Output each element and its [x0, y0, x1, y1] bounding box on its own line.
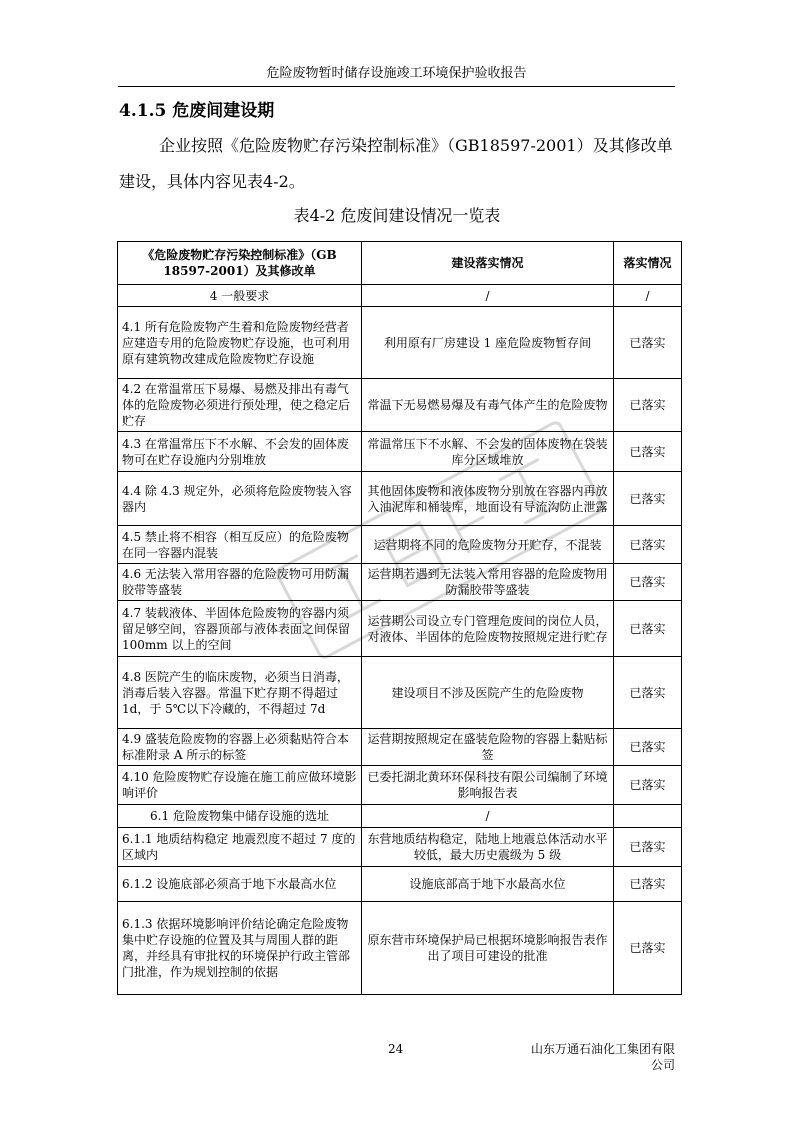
table-row: [118, 601, 682, 657]
page-number: 24: [388, 1042, 404, 1056]
header-rule: [118, 86, 675, 87]
table-row: [118, 657, 682, 729]
table-row: [118, 432, 682, 472]
status-cell: 已落实: [614, 601, 682, 657]
requirement-cell: 4.7 装载液体、半固体危险废物的容器内须留足够空间，容器顶部与液体表面之间保留 100mm 以上的空间: [118, 601, 362, 657]
table-header-row: [118, 242, 682, 285]
status-cell: 已落实: [614, 472, 682, 526]
requirement-cell: 4.9 盛装危险废物的容器上必须黏贴符合本标准附录 A 所示的标签: [118, 729, 362, 766]
body-paragraph: 企业按照《危险废物贮存污染控制标准》（GB18597-2001）及其修改单建设，具体内容见表4-2。: [119, 136, 673, 191]
construction-cell: 运营期公司设立专门管理危废间的岗位人员，对液体、半固体的危险废物按照规定进行贮存: [362, 601, 614, 657]
construction-cell: /: [362, 285, 614, 307]
requirement-cell: 4.6 无法装入常用容器的危险废物可用防漏胶带等盛装: [118, 564, 362, 601]
construction-cell: 东营地质结构稳定，陆地上地震总体活动水平较低，最大历史震级为 5 级: [362, 828, 614, 867]
status-cell: 已落实: [614, 902, 682, 995]
table-title: 表4-2 危废间建设情况一览表: [293, 206, 501, 225]
status-cell: /: [614, 285, 682, 307]
running-header: 危险废物暂时储存设施竣工环境保护验收报告: [266, 66, 527, 81]
footer-company: 山东万通石油化工集团有限公司: [530, 1042, 675, 1072]
table-row: [118, 902, 682, 995]
construction-cell: 其他固体废物和液体废物分别放在容器内再放入油泥库和桶装库，地面设有导流沟防止泄露: [362, 472, 614, 526]
table-row: [118, 526, 682, 564]
requirement-cell: 4.8 医院产生的临床废物，必须当日消毒，消毒后装入容器。常温下贮存期不得超过 1d，于 5℃以下冷藏的，不得超过 7d: [118, 657, 362, 729]
table-row: [118, 285, 682, 307]
requirement-cell: 6.1 危险废物集中储存设施的选址: [118, 805, 362, 828]
table-row: [118, 867, 682, 902]
table-row: [118, 564, 682, 601]
header-requirement: 《危险废物贮存污染控制标准》（GB 18597-2001）及其修改单: [118, 242, 362, 285]
construction-cell: 设施底部高于地下水最高水位: [362, 867, 614, 902]
status-cell: [614, 805, 682, 828]
table-row: [118, 379, 682, 432]
status-cell: 已落实: [614, 766, 682, 805]
status-cell: 已落实: [614, 828, 682, 867]
table-row: [118, 828, 682, 867]
construction-cell: 运营期将不同的危险废物分开贮存，不混装: [362, 526, 614, 564]
status-cell: 已落实: [614, 526, 682, 564]
requirement-cell: 4 一般要求: [118, 285, 362, 307]
section-title: 4.1.5 危废间建设期: [119, 101, 275, 121]
status-cell: 已落实: [614, 564, 682, 601]
table-row: [118, 472, 682, 526]
status-cell: 已落实: [614, 867, 682, 902]
table-row: [118, 766, 682, 805]
status-cell: 已落实: [614, 729, 682, 766]
table-row: [118, 729, 682, 766]
requirement-cell: 6.1.2 设施底部必须高于地下水最高水位: [118, 867, 362, 902]
construction-cell: 利用原有厂房建设 1 座危险废物暂存间: [362, 307, 614, 379]
table-row: [118, 805, 682, 828]
status-cell: 已落实: [614, 432, 682, 472]
requirement-cell: 4.1 所有危险废物产生着和危险废物经营者应建造专用的危险废物贮存设施，也可利用原有建筑物改建成危险废物贮存设施: [118, 307, 362, 379]
construction-cell: 常温常压下不水解、不会发的固体废物在袋装库分区域堆放: [362, 432, 614, 472]
requirement-cell: 4.4 除 4.3 规定外，必须将危险废物装入容器内: [118, 472, 362, 526]
construction-cell: /: [362, 805, 614, 828]
status-cell: 已落实: [614, 657, 682, 729]
requirement-cell: 4.5 禁止将不相容（相互反应）的危险废物在同一容器内混装: [118, 526, 362, 564]
header-construction: 建设落实情况: [362, 242, 614, 285]
construction-cell: 运营期若遇到无法装入常用容器的危险废物用防漏胶带等盛装: [362, 564, 614, 601]
requirement-cell: 4.3 在常温常压下不水解、不会发的固体废物可在贮存设施内分别堆放: [118, 432, 362, 472]
status-cell: 已落实: [614, 379, 682, 432]
construction-cell: 运营期按照规定在盛装危险物的容器上黏贴标签: [362, 729, 614, 766]
requirement-cell: 6.1.1 地质结构稳定 地震烈度不超过 7 度的区域内: [118, 828, 362, 867]
requirement-cell: 4.2 在常温常压下易爆、易燃及排出有毒气体的危险废物必须进行预处理，使之稳定后贮存: [118, 379, 362, 432]
table-row: [118, 307, 682, 379]
construction-table: [117, 241, 682, 995]
header-status: 落实情况: [614, 242, 682, 285]
construction-cell: 常温下无易燃易爆及有毒气体产生的危险废物: [362, 379, 614, 432]
requirement-cell: 4.10 危险废物贮存设施在施工前应做环境影响评价: [118, 766, 362, 805]
construction-cell: 原东营市环境保护局已根据环境影响报告表作出了项目可建设的批准: [362, 902, 614, 995]
construction-cell: 已委托湖北黄环环保科技有限公司编制了环境影响报告表: [362, 766, 614, 805]
construction-cell: 建设项目不涉及医院产生的危险废物: [362, 657, 614, 729]
status-cell: 已落实: [614, 307, 682, 379]
requirement-cell: 6.1.3 依据环境影响评价结论确定危险废物集中贮存设施的位置及其与周围人群的距离，并经具有审批权的环境保护行政主管部门批准，作为规划控制的依据: [118, 902, 362, 995]
